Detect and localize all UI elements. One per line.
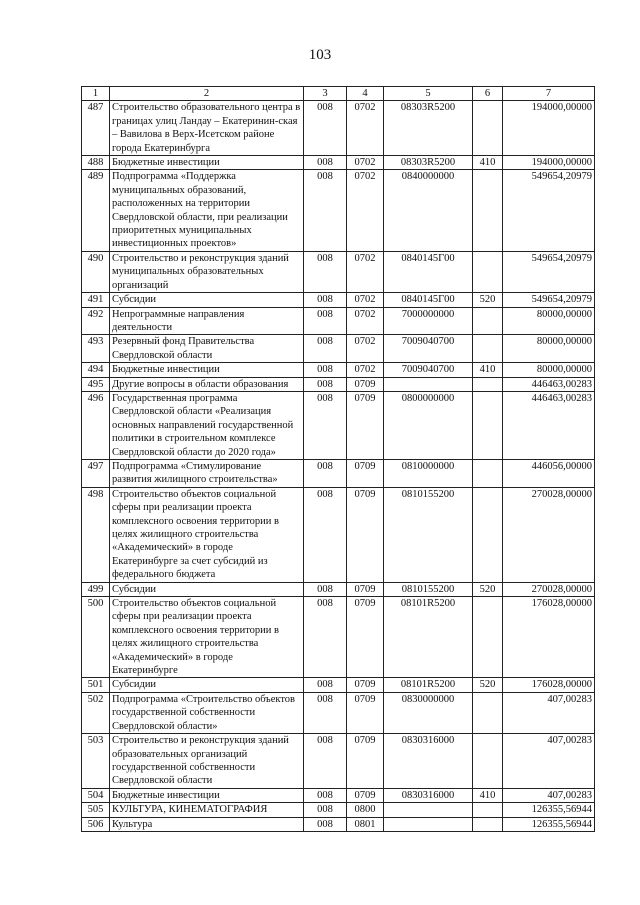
department-code-cell: 008 xyxy=(304,803,347,817)
row-number-cell: 497 xyxy=(82,459,110,487)
amount-cell: 194000,00000 xyxy=(503,156,595,170)
expense-type-code-cell: 520 xyxy=(473,293,503,307)
page-number: 103 xyxy=(308,47,332,63)
row-name-cell: Субсидии xyxy=(110,678,304,692)
row-name-cell: Бюджетные инвестиции xyxy=(110,363,304,377)
amount-cell: 407,00283 xyxy=(503,692,595,733)
amount-cell: 126355,56944 xyxy=(503,817,595,831)
target-article-code-cell: 08303R5200 xyxy=(384,156,473,170)
target-article-code-cell: 0830316000 xyxy=(384,788,473,802)
section-code-cell: 0709 xyxy=(347,734,384,789)
section-code-cell: 0702 xyxy=(347,363,384,377)
row-name-cell: Бюджетные инвестиции xyxy=(110,156,304,170)
expense-type-code-cell: 410 xyxy=(473,788,503,802)
department-code-cell: 008 xyxy=(304,335,347,363)
amount-cell: 176028,00000 xyxy=(503,678,595,692)
row-number-cell: 503 xyxy=(82,734,110,789)
target-article-code-cell: 08303R5200 xyxy=(384,101,473,156)
row-number-cell: 492 xyxy=(82,307,110,335)
row-number-cell: 498 xyxy=(82,487,110,582)
row-number-cell: 505 xyxy=(82,803,110,817)
expense-type-code-cell: 520 xyxy=(473,582,503,596)
expense-type-code-cell xyxy=(473,101,503,156)
amount-cell: 194000,00000 xyxy=(503,101,595,156)
department-code-cell: 008 xyxy=(304,817,347,831)
row-name-cell: Подпрограмма «Поддержка муниципальных образований, расположенных на территории Свердловской области, при реализации приоритетных муниципальных инвестиционных проектов» xyxy=(110,170,304,251)
section-code-cell: 0801 xyxy=(347,817,384,831)
row-name-cell: Строительство образовательного центра в границах улиц Ландау – Екатеринин-ская – Вавилова в Верх-Исетском районе города Екатеринбурга xyxy=(110,101,304,156)
target-article-code-cell: 0840145Г00 xyxy=(384,251,473,292)
table-row xyxy=(82,363,595,377)
amount-cell: 407,00283 xyxy=(503,734,595,789)
department-code-cell: 008 xyxy=(304,307,347,335)
target-article-code-cell: 08101R5200 xyxy=(384,678,473,692)
expense-type-code-cell xyxy=(473,692,503,733)
row-number-cell: 506 xyxy=(82,817,110,831)
row-name-cell: Строительство объектов социальной сферы при реализации проекта комплексного освоения территории в целях жилищного строительства «Академический» в городе Екатеринбурге за счет субсидий из федерального бюджета xyxy=(110,487,304,582)
section-code-cell: 0702 xyxy=(347,156,384,170)
row-number-cell: 499 xyxy=(82,582,110,596)
table-row xyxy=(82,487,595,582)
row-number-cell: 493 xyxy=(82,335,110,363)
expense-type-code-cell xyxy=(473,459,503,487)
table-row xyxy=(82,692,595,733)
column-header: 4 xyxy=(347,87,384,101)
amount-cell: 80000,00000 xyxy=(503,335,595,363)
budget-table xyxy=(81,86,595,832)
section-code-cell: 0709 xyxy=(347,487,384,582)
amount-cell: 176028,00000 xyxy=(503,597,595,678)
department-code-cell: 008 xyxy=(304,101,347,156)
row-number-cell: 500 xyxy=(82,597,110,678)
column-header: 5 xyxy=(384,87,473,101)
row-number-cell: 504 xyxy=(82,788,110,802)
row-name-cell: Бюджетные инвестиции xyxy=(110,788,304,802)
department-code-cell: 008 xyxy=(304,156,347,170)
table-row xyxy=(82,251,595,292)
section-code-cell: 0709 xyxy=(347,582,384,596)
amount-cell: 270028,00000 xyxy=(503,487,595,582)
table-row xyxy=(82,170,595,251)
section-code-cell: 0702 xyxy=(347,251,384,292)
department-code-cell: 008 xyxy=(304,678,347,692)
table-row xyxy=(82,335,595,363)
expense-type-code-cell xyxy=(473,803,503,817)
table-row xyxy=(82,788,595,802)
expense-type-code-cell: 410 xyxy=(473,156,503,170)
target-article-code-cell: 0800000000 xyxy=(384,391,473,459)
section-code-cell: 0709 xyxy=(347,788,384,802)
table-row xyxy=(82,597,595,678)
row-name-cell: Государственная программа Свердловской области «Реализация основных направлений государственной политики в строительном комплексе Свердловской области до 2020 года» xyxy=(110,391,304,459)
expense-type-code-cell xyxy=(473,817,503,831)
expense-type-code-cell xyxy=(473,487,503,582)
department-code-cell: 008 xyxy=(304,391,347,459)
section-code-cell: 0702 xyxy=(347,101,384,156)
amount-cell: 549654,20979 xyxy=(503,170,595,251)
table-row xyxy=(82,459,595,487)
amount-cell: 270028,00000 xyxy=(503,582,595,596)
section-code-cell: 0702 xyxy=(347,170,384,251)
amount-cell: 407,00283 xyxy=(503,788,595,802)
expense-type-code-cell xyxy=(473,170,503,251)
row-name-cell: Подпрограмма «Строительство объектов государственной собственности Свердловской области» xyxy=(110,692,304,733)
department-code-cell: 008 xyxy=(304,692,347,733)
table-header-row xyxy=(82,87,595,101)
row-number-cell: 501 xyxy=(82,678,110,692)
amount-cell: 126355,56944 xyxy=(503,803,595,817)
target-article-code-cell: 0810155200 xyxy=(384,582,473,596)
section-code-cell: 0709 xyxy=(347,692,384,733)
row-number-cell: 495 xyxy=(82,377,110,391)
row-number-cell: 487 xyxy=(82,101,110,156)
target-article-code-cell: 0840000000 xyxy=(384,170,473,251)
table-row xyxy=(82,803,595,817)
row-name-cell: Другие вопросы в области образования xyxy=(110,377,304,391)
row-number-cell: 488 xyxy=(82,156,110,170)
table-row xyxy=(82,377,595,391)
amount-cell: 549654,20979 xyxy=(503,293,595,307)
target-article-code-cell: 0810000000 xyxy=(384,459,473,487)
department-code-cell: 008 xyxy=(304,487,347,582)
section-code-cell: 0709 xyxy=(347,391,384,459)
target-article-code-cell: 0830000000 xyxy=(384,692,473,733)
table-row xyxy=(82,307,595,335)
amount-cell: 446463,00283 xyxy=(503,391,595,459)
target-article-code-cell: 0810155200 xyxy=(384,487,473,582)
amount-cell: 446463,00283 xyxy=(503,377,595,391)
target-article-code-cell: 08101R5200 xyxy=(384,597,473,678)
expense-type-code-cell xyxy=(473,251,503,292)
department-code-cell: 008 xyxy=(304,251,347,292)
row-number-cell: 494 xyxy=(82,363,110,377)
table-row xyxy=(82,734,595,789)
row-name-cell: Субсидии xyxy=(110,582,304,596)
department-code-cell: 008 xyxy=(304,170,347,251)
row-number-cell: 491 xyxy=(82,293,110,307)
section-code-cell: 0709 xyxy=(347,678,384,692)
target-article-code-cell xyxy=(384,803,473,817)
row-name-cell: Строительство и реконструкция зданий образовательных организаций государственной собственности Свердловской области xyxy=(110,734,304,789)
row-name-cell: КУЛЬТУРА, КИНЕМАТОГРАФИЯ xyxy=(110,803,304,817)
target-article-code-cell: 7000000000 xyxy=(384,307,473,335)
column-header: 2 xyxy=(110,87,304,101)
department-code-cell: 008 xyxy=(304,597,347,678)
table-row xyxy=(82,293,595,307)
target-article-code-cell: 7009040700 xyxy=(384,335,473,363)
department-code-cell: 008 xyxy=(304,734,347,789)
amount-cell: 80000,00000 xyxy=(503,363,595,377)
table-row xyxy=(82,156,595,170)
section-code-cell: 0709 xyxy=(347,377,384,391)
row-name-cell: Культура xyxy=(110,817,304,831)
table-row xyxy=(82,101,595,156)
expense-type-code-cell xyxy=(473,734,503,789)
expense-type-code-cell: 520 xyxy=(473,678,503,692)
table-body xyxy=(82,101,595,832)
expense-type-code-cell xyxy=(473,335,503,363)
section-code-cell: 0709 xyxy=(347,459,384,487)
row-name-cell: Непрограммные направления деятельности xyxy=(110,307,304,335)
target-article-code-cell xyxy=(384,377,473,391)
department-code-cell: 008 xyxy=(304,582,347,596)
amount-cell: 446056,00000 xyxy=(503,459,595,487)
row-number-cell: 490 xyxy=(82,251,110,292)
row-number-cell: 496 xyxy=(82,391,110,459)
target-article-code-cell: 7009040700 xyxy=(384,363,473,377)
expense-type-code-cell xyxy=(473,307,503,335)
expense-type-code-cell: 410 xyxy=(473,363,503,377)
section-code-cell: 0800 xyxy=(347,803,384,817)
amount-cell: 549654,20979 xyxy=(503,251,595,292)
department-code-cell: 008 xyxy=(304,459,347,487)
table-row xyxy=(82,391,595,459)
section-code-cell: 0702 xyxy=(347,307,384,335)
target-article-code-cell xyxy=(384,817,473,831)
expense-type-code-cell xyxy=(473,377,503,391)
column-header: 3 xyxy=(304,87,347,101)
department-code-cell: 008 xyxy=(304,377,347,391)
column-header: 6 xyxy=(473,87,503,101)
amount-cell: 80000,00000 xyxy=(503,307,595,335)
department-code-cell: 008 xyxy=(304,788,347,802)
table-row xyxy=(82,582,595,596)
row-name-cell: Субсидии xyxy=(110,293,304,307)
department-code-cell: 008 xyxy=(304,363,347,377)
section-code-cell: 0709 xyxy=(347,597,384,678)
column-header: 1 xyxy=(82,87,110,101)
section-code-cell: 0702 xyxy=(347,293,384,307)
table-row xyxy=(82,678,595,692)
row-name-cell: Строительство и реконструкция зданий муниципальных образовательных организаций xyxy=(110,251,304,292)
table-row xyxy=(82,817,595,831)
row-name-cell: Подпрограмма «Стимулирование развития жилищного строительства» xyxy=(110,459,304,487)
target-article-code-cell: 0830316000 xyxy=(384,734,473,789)
department-code-cell: 008 xyxy=(304,293,347,307)
row-name-cell: Резервный фонд Правительства Свердловской области xyxy=(110,335,304,363)
row-name-cell: Строительство объектов социальной сферы при реализации проекта комплексного освоения территории в целях жилищного строительства «Академический» в городе Екатеринбурге xyxy=(110,597,304,678)
section-code-cell: 0702 xyxy=(347,335,384,363)
row-number-cell: 502 xyxy=(82,692,110,733)
expense-type-code-cell xyxy=(473,391,503,459)
target-article-code-cell: 0840145Г00 xyxy=(384,293,473,307)
row-number-cell: 489 xyxy=(82,170,110,251)
column-header: 7 xyxy=(503,87,595,101)
expense-type-code-cell xyxy=(473,597,503,678)
